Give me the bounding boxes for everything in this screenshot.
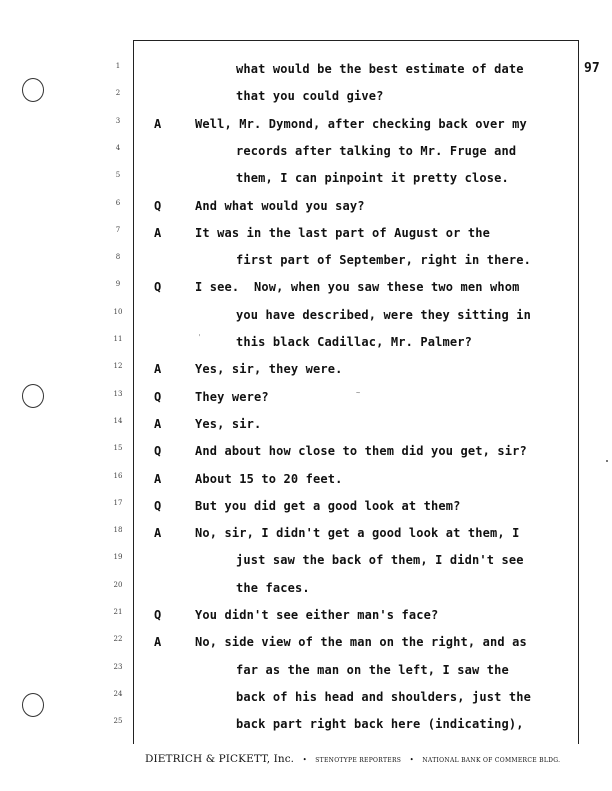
line-number: 22 (113, 635, 123, 644)
line-number: 21 (113, 608, 123, 616)
line-number: 1 (115, 62, 121, 70)
transcript-line: back of his head and shoulders, just the (236, 689, 531, 704)
transcript-line: the faces. (236, 580, 310, 595)
transcript-line: No, side view of the man on the right, and as (195, 635, 527, 650)
transcript-line: It was in the last part of August or the (195, 225, 490, 240)
transcript-line: And what would you say? (195, 198, 365, 213)
stray-mark: ' (197, 333, 202, 342)
line-number: 25 (113, 717, 123, 726)
margin-mark (606, 460, 608, 462)
line-number: 6 (115, 198, 121, 207)
transcript-line: you have described, were they sitting in (236, 307, 531, 322)
line-number: 13 (113, 389, 123, 398)
answer-marker: A (154, 116, 162, 131)
line-number: 14 (113, 416, 123, 425)
transcript-line: Yes, sir. (195, 416, 262, 431)
transcript-line: But you did get a good look at them? (195, 498, 461, 513)
transcript-line: far as the man on the left, I saw the (236, 662, 509, 677)
line-number: 12 (113, 362, 123, 371)
question-marker: Q (154, 389, 162, 404)
line-number: 19 (113, 553, 123, 562)
transcript-line: They were? (195, 389, 269, 404)
page-footer (145, 753, 560, 765)
question-marker: Q (154, 444, 162, 459)
line-number: 7 (115, 225, 121, 234)
transcript-line: I see. Now, when you saw these two men whom (195, 280, 520, 295)
answer-marker: A (154, 526, 162, 541)
answer-marker: A (154, 362, 162, 377)
punch-hole-top (22, 78, 44, 102)
line-number: 15 (113, 444, 123, 453)
transcript-line: first part of September, right in there. (236, 253, 531, 268)
footer-separator: • (302, 756, 307, 764)
punch-hole-middle (22, 384, 44, 408)
answer-marker: A (154, 635, 162, 650)
transcript-line: Yes, sir, they were. (195, 362, 343, 377)
answer-marker: A (154, 416, 162, 431)
line-number: 2 (115, 89, 121, 98)
transcript-line: And about how close to them did you get, sir? (195, 444, 527, 459)
line-number: 9 (115, 280, 121, 289)
question-marker: Q (154, 198, 162, 213)
line-number: 17 (113, 498, 123, 507)
question-marker: Q (154, 608, 162, 622)
footer-firm: DIETRICH & PICKETT, Inc. (145, 753, 295, 765)
transcript-line: what would be the best estimate of date (236, 62, 524, 76)
line-number: 10 (113, 307, 123, 316)
line-number: 3 (115, 116, 121, 125)
transcript-line: About 15 to 20 feet. (195, 471, 343, 486)
transcript-line: You didn't see either man's face? (195, 608, 439, 622)
transcript-line: Well, Mr. Dymond, after checking back over my (195, 116, 527, 131)
line-number: 11 (113, 335, 123, 343)
punch-hole-bottom (22, 693, 44, 717)
page-number: 97 (584, 61, 600, 76)
line-number: 23 (113, 662, 123, 671)
line-number: 5 (115, 171, 121, 180)
transcript-line: this black Cadillac, Mr. Palmer? (236, 335, 472, 349)
transcript-line: them, I can pinpoint it pretty close. (236, 171, 509, 186)
line-number: 16 (113, 471, 123, 480)
transcript-line: just saw the back of them, I didn't see (236, 553, 524, 568)
line-number: 20 (113, 580, 123, 589)
line-number: 4 (115, 143, 121, 152)
transcript-line: that you could give? (236, 89, 384, 104)
answer-marker: A (154, 471, 162, 486)
line-number: 24 (113, 689, 123, 698)
transcript-line: No, sir, I didn't get a good look at them, I (195, 526, 520, 541)
footer-address: NATIONAL BANK OF COMMERCE BLDG. (422, 757, 561, 764)
question-marker: Q (154, 280, 162, 295)
question-marker: Q (154, 498, 162, 513)
footer-separator: • (409, 756, 414, 764)
footer-reporters: STENOTYPE REPORTERS (315, 757, 402, 764)
line-number: 8 (115, 253, 121, 262)
answer-marker: A (154, 225, 162, 240)
line-number: 18 (113, 526, 123, 535)
transcript-line: back part right back here (indicating), (236, 717, 524, 732)
stray-mark: ~ (356, 389, 361, 397)
transcript-line: records after talking to Mr. Fruge and (236, 143, 517, 158)
